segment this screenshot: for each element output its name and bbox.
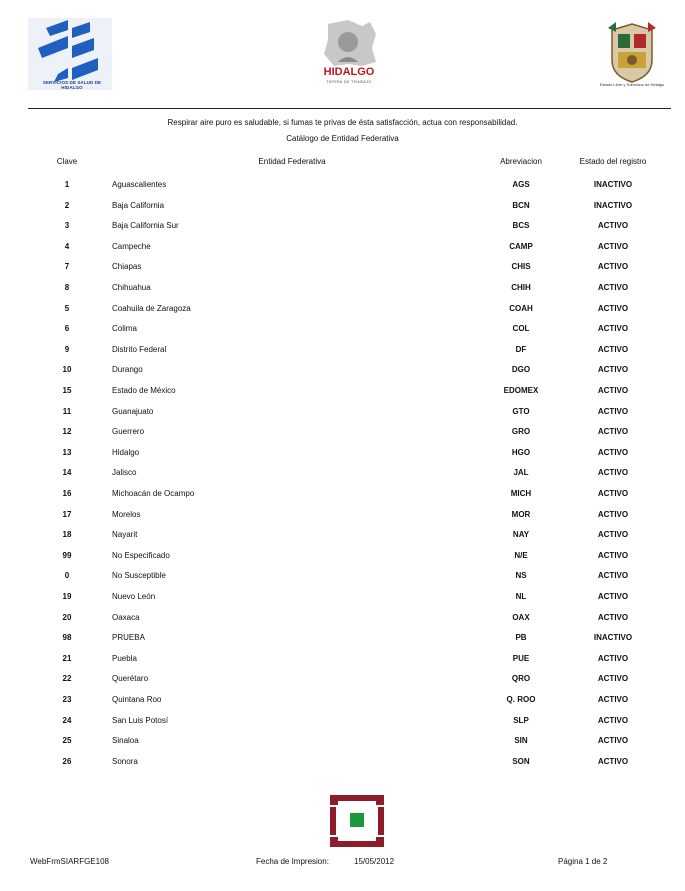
cell-estado: ACTIVO — [597, 674, 629, 684]
cell-abreviacion: CAMP — [509, 241, 533, 251]
cell-entidad: Hidalgo — [112, 447, 140, 457]
cell-estado: ACTIVO — [597, 715, 629, 725]
table-row — [0, 654, 685, 674]
table-row — [0, 345, 685, 365]
cell-abreviacion: OAX — [512, 612, 530, 622]
cell-abreviacion: QRO — [511, 674, 531, 684]
table-row — [0, 304, 685, 324]
cell-abreviacion: SIN — [514, 736, 528, 746]
cell-abreviacion: GRO — [511, 427, 531, 437]
table-row — [0, 757, 685, 777]
cell-estado: ACTIVO — [597, 571, 629, 581]
cell-abreviacion: COAH — [509, 303, 533, 313]
table-row — [0, 613, 685, 633]
cell-entidad: Morelos — [112, 509, 141, 519]
cell-entidad: Quintana Roo — [112, 695, 162, 704]
cell-clave: 24 — [62, 715, 72, 725]
table-row — [0, 407, 685, 427]
cell-entidad: Sonora — [112, 756, 138, 766]
cell-entidad: Campeche — [112, 241, 151, 251]
cell-estado: INACTIVO — [593, 633, 633, 643]
cell-abreviacion: BCS — [512, 221, 530, 231]
cell-clave: 7 — [64, 262, 70, 272]
cell-entidad: PRUEBA — [112, 633, 145, 643]
cell-estado: ACTIVO — [597, 324, 629, 334]
cell-entidad: Chiapas — [112, 262, 142, 272]
table-row — [0, 716, 685, 736]
table-row — [0, 324, 685, 344]
state-coat-of-arms-icon — [606, 20, 658, 84]
cell-abreviacion: MOR — [511, 509, 531, 519]
cell-clave: 10 — [62, 365, 72, 375]
table-row — [0, 283, 685, 303]
table-row — [0, 571, 685, 591]
hidalgo-logo-title: HIDALGO — [323, 66, 375, 78]
table-row — [0, 262, 685, 282]
hidalgo-logo-subtitle: TIERRA DE TRABAJO — [326, 79, 372, 84]
cell-clave: 99 — [62, 550, 72, 560]
cell-abreviacion: BCN — [512, 200, 530, 210]
cell-abreviacion: SON — [512, 756, 530, 766]
table-row — [0, 736, 685, 756]
table-row — [0, 365, 685, 385]
cell-clave: 22 — [62, 674, 72, 684]
cell-entidad: Jalisco — [112, 468, 137, 478]
cell-estado: ACTIVO — [597, 530, 629, 540]
cell-entidad: No Especificado — [112, 550, 170, 560]
cell-clave: 26 — [62, 756, 72, 766]
cell-abreviacion: NL — [515, 592, 527, 601]
cell-clave: 16 — [62, 489, 72, 498]
cell-clave: 15 — [62, 386, 72, 395]
cell-estado: ACTIVO — [597, 344, 629, 354]
cell-entidad: Guerrero — [112, 427, 145, 437]
cell-abreviacion: SLP — [513, 715, 529, 725]
cell-clave: 8 — [64, 283, 70, 292]
cell-estado: ACTIVO — [597, 653, 629, 663]
cell-abreviacion: COL — [512, 324, 530, 334]
cell-clave: 19 — [62, 592, 72, 601]
hidalgo-state-logo — [318, 18, 380, 98]
table-row — [0, 386, 685, 406]
cell-clave: 0 — [64, 571, 70, 581]
column-header-entidad: Entidad Federativa — [258, 157, 326, 166]
cell-estado: INACTIVO — [593, 180, 633, 189]
cell-estado: ACTIVO — [597, 427, 629, 437]
cell-clave: 1 — [64, 180, 70, 189]
table-row — [0, 448, 685, 468]
cell-entidad: Baja California — [112, 200, 165, 210]
column-header-abreviacion: Abreviacion — [500, 157, 542, 166]
cell-clave: 18 — [62, 530, 72, 540]
cell-entidad: Estado de México — [112, 386, 176, 395]
servicios-salud-caption: SERVICIOS DE SALUD DE HIDALGO — [42, 80, 102, 90]
cell-entidad: Colima — [112, 324, 137, 334]
column-header-clave: Clave — [56, 157, 78, 166]
cell-abreviacion: NAY — [512, 530, 530, 540]
cell-entidad: Durango — [112, 365, 143, 375]
cell-abreviacion: PB — [515, 633, 527, 643]
table-row — [0, 551, 685, 571]
cell-entidad: Chihuahua — [112, 283, 151, 292]
table-row — [0, 468, 685, 488]
cell-abreviacion: CHIH — [511, 283, 531, 292]
cell-entidad: Puebla — [112, 653, 137, 663]
table-row — [0, 180, 685, 200]
cell-entidad: Aguascalientes — [112, 180, 167, 189]
cell-estado: ACTIVO — [597, 695, 629, 704]
cell-entidad: Querétaro — [112, 674, 149, 684]
cell-entidad: Baja California Sur — [112, 221, 179, 231]
cell-estado: ACTIVO — [597, 592, 629, 601]
header-divider — [28, 108, 671, 109]
cell-entidad: Distrito Federal — [112, 344, 167, 354]
cell-entidad: Guanajuato — [112, 406, 154, 416]
cell-clave: 20 — [62, 612, 72, 622]
catalog-title: Catálogo de Entidad Federativa — [286, 134, 399, 143]
cell-estado: ACTIVO — [597, 468, 629, 478]
cell-entidad: No Susceptible — [112, 571, 166, 581]
cell-estado: ACTIVO — [597, 406, 629, 416]
cell-clave: 12 — [62, 427, 72, 437]
cell-clave: 13 — [62, 447, 72, 457]
cell-entidad: Sinaloa — [112, 736, 139, 746]
cell-estado: ACTIVO — [597, 221, 629, 231]
cell-estado: ACTIVO — [597, 283, 629, 292]
cell-clave: 23 — [62, 695, 72, 704]
cell-clave: 9 — [64, 344, 70, 354]
table-row — [0, 489, 685, 509]
cell-clave: 4 — [64, 241, 70, 251]
cell-abreviacion: MICH — [510, 489, 532, 498]
cell-clave: 6 — [64, 324, 70, 334]
cell-clave: 11 — [62, 406, 72, 416]
table-row — [0, 427, 685, 447]
cell-abreviacion: AGS — [512, 180, 530, 189]
cell-estado: ACTIVO — [597, 736, 629, 746]
print-date-label: Fecha de Impresion: — [256, 857, 329, 866]
cell-entidad: Nayarit — [112, 530, 138, 540]
cell-abreviacion: GTO — [512, 406, 530, 416]
cell-estado: ACTIVO — [597, 489, 629, 498]
table-row — [0, 242, 685, 262]
cell-abreviacion: EDOMEX — [503, 386, 539, 395]
form-id: WebFrmSIARFGE108 — [30, 857, 109, 866]
cell-abreviacion: DGO — [511, 365, 531, 375]
cell-entidad: Nuevo León — [112, 592, 156, 601]
cell-abreviacion: N/E — [514, 550, 528, 560]
table-row — [0, 695, 685, 715]
column-header-estado: Estado del registro — [579, 157, 647, 166]
cell-clave: 17 — [62, 509, 72, 519]
government-emblem-icon — [328, 793, 386, 849]
cell-estado: ACTIVO — [597, 756, 629, 766]
cell-estado: ACTIVO — [597, 447, 629, 457]
cell-estado: ACTIVO — [597, 612, 629, 622]
table-row — [0, 510, 685, 530]
table-row — [0, 674, 685, 694]
cell-estado: ACTIVO — [597, 550, 629, 560]
table-row — [0, 592, 685, 612]
table-row — [0, 633, 685, 653]
cell-estado: ACTIVO — [597, 509, 629, 519]
slogan-text: Respirar aire puro es saludable, si fumas te privas de ésta satisfacción, actua con responsabilidad. — [167, 118, 518, 127]
cell-abreviacion: HGO — [511, 447, 531, 457]
cell-clave: 2 — [64, 200, 70, 210]
print-date-value: 15/05/2012 — [354, 857, 395, 866]
cell-clave: 14 — [62, 468, 72, 478]
page-indicator: Página 1 de 2 — [558, 857, 608, 866]
cell-estado: ACTIVO — [597, 365, 629, 375]
table-row — [0, 530, 685, 550]
cell-abreviacion: PUE — [512, 653, 530, 663]
cell-estado: ACTIVO — [597, 386, 629, 395]
cell-estado: ACTIVO — [597, 303, 629, 313]
state-logo-caption: Estado Libre y Soberano de Hidalgo — [599, 82, 665, 87]
cell-entidad: Michoacán de Ocampo — [112, 489, 195, 498]
cell-estado: ACTIVO — [597, 241, 629, 251]
table-row — [0, 221, 685, 241]
cell-clave: 21 — [62, 653, 72, 663]
cell-abreviacion: NS — [515, 571, 527, 581]
cell-clave: 98 — [62, 633, 72, 643]
cell-clave: 5 — [64, 303, 70, 313]
cell-abreviacion: Q. ROO — [506, 695, 536, 704]
cell-abreviacion: JAL — [513, 468, 529, 478]
cell-entidad: San Luis Potosí — [112, 715, 169, 725]
table-row — [0, 201, 685, 221]
cell-clave: 25 — [62, 736, 72, 746]
cell-clave: 3 — [64, 221, 70, 231]
cell-estado: ACTIVO — [597, 262, 629, 272]
cell-abreviacion: CHIS — [511, 262, 531, 272]
cell-entidad: Coahuila de Zaragoza — [112, 303, 191, 313]
cell-abreviacion: DF — [515, 344, 527, 354]
cell-estado: INACTIVO — [593, 200, 633, 210]
cell-entidad: Oaxaca — [112, 612, 140, 622]
